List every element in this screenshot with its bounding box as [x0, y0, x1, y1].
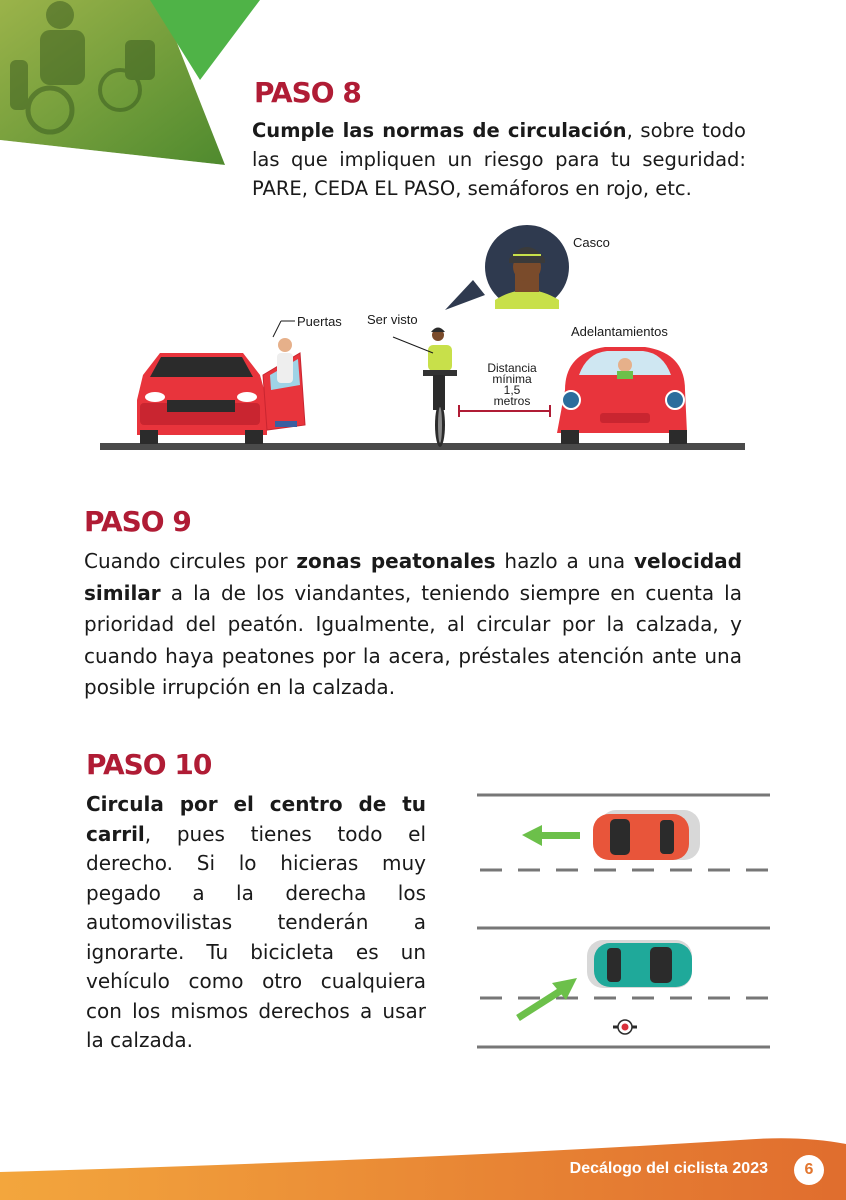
paso-10-rest: , pues tienes todo el derecho. Si lo hicieras muy pegado a la derecha los automovilistas tenderán a ignorarte. Tu bicicleta es un vehículo como otro cualquiera con los mismos derechos a usar la calzada. [86, 821, 426, 1052]
label-adelantamientos: Adelantamientos [571, 324, 668, 339]
teal-car-top-view [587, 940, 692, 988]
corner-cyclist-photo [0, 0, 260, 175]
red-car-top-view [593, 810, 700, 860]
paso-9-text [84, 546, 742, 704]
paso-9-title: PASO 9 [84, 505, 191, 538]
helmet-bubble [445, 225, 569, 310]
footer-text: Decálogo del ciclista [569, 1160, 728, 1177]
paso-8-text [252, 116, 746, 203]
label-ser-visto: Ser visto [367, 312, 418, 327]
road-illustration [95, 225, 755, 460]
paso-10-title: PASO 10 [86, 748, 212, 781]
paso-8-title: PASO 8 [254, 76, 361, 109]
label-distancia-line2: mínima [492, 372, 532, 386]
footer-year: 2023 [732, 1160, 768, 1177]
cyclist-illustration [423, 328, 457, 448]
cyclist-top-view [613, 1020, 637, 1034]
footer-title [570, 1160, 768, 1178]
overtaking-car-illustration [557, 347, 687, 444]
label-casco: Casco [573, 235, 610, 250]
paso-10-text [86, 790, 426, 1056]
label-puertas: Puertas [297, 314, 342, 329]
paso-9-b2: velocidad similar [84, 549, 742, 605]
paso-9-b1: zonas peatonales [296, 549, 496, 573]
paso-9-t1: Cuando circules por [84, 549, 297, 573]
page-number: 6 [794, 1155, 824, 1185]
label-distancia-line3: 1,5 metros [493, 383, 531, 408]
label-distancia [485, 363, 539, 407]
paso-9-t2: hazlo a una [495, 549, 634, 573]
paso-8-rest: , sobre todo las que impliquen un riesgo para tu seguridad: PARE, CEDA EL PASO, semáforos en rojo, etc. [252, 119, 746, 200]
label-distancia-line1: Distancia [487, 361, 537, 375]
left-arrow [522, 825, 580, 846]
paso-10-bold: Circula por el centro de tu carril [86, 792, 426, 846]
paso-9-t3: a la de los viandantes, teniendo siempre en cuenta la prioridad del peatón. Igualmente, al circular por la calzada, y cuando haya peatones por la acera, préstales atención ante una posible irrupción en la calzada. [84, 580, 742, 699]
parked-car-illustration [137, 338, 305, 444]
paso-8-bold: Cumple las normas de circulación [252, 119, 627, 142]
lane-diagram [470, 785, 775, 1055]
